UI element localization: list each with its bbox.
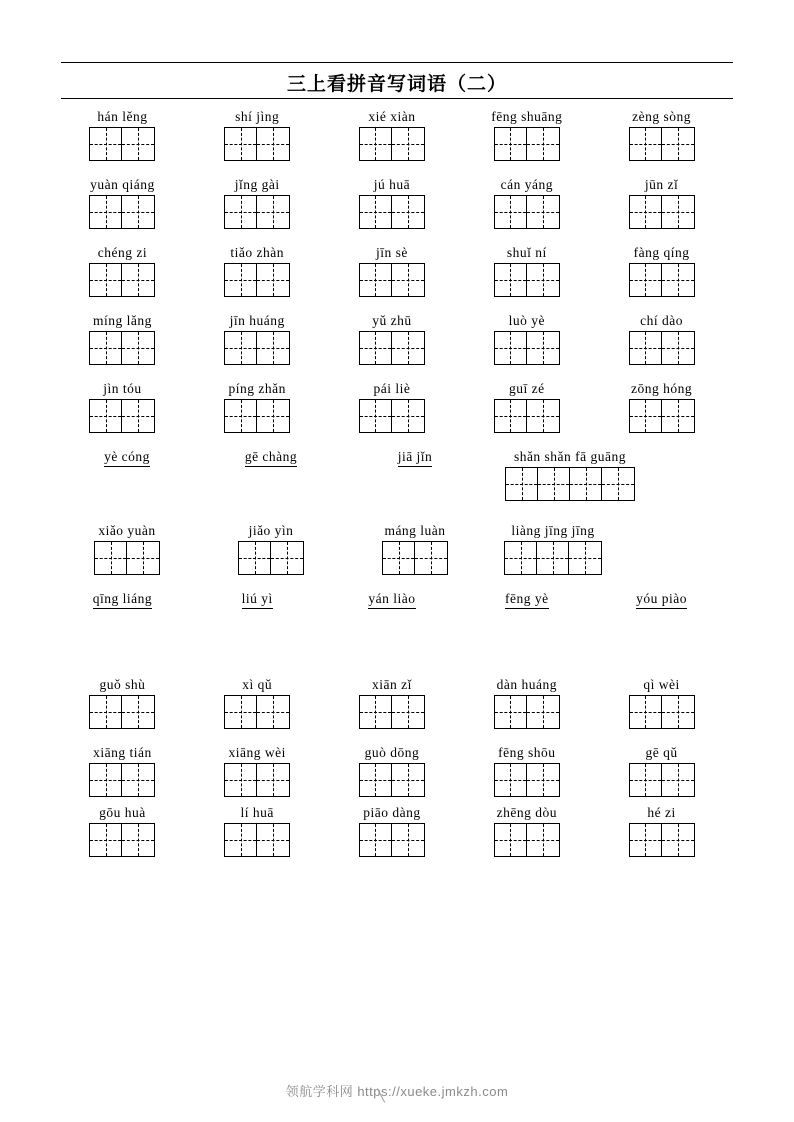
writing-cell[interactable] [392, 332, 424, 364]
writing-cell[interactable] [257, 196, 289, 228]
pinyin-label: jìn tóu [103, 381, 142, 396]
writing-grid[interactable] [94, 541, 160, 575]
writing-cell[interactable] [90, 824, 122, 856]
writing-cell[interactable] [225, 128, 257, 160]
pinyin-label: shí jìng [235, 109, 280, 124]
exercise-item [60, 523, 194, 575]
writing-cell[interactable] [90, 400, 122, 432]
exercise-item [195, 677, 320, 729]
writing-grid[interactable] [89, 195, 155, 229]
writing-cell[interactable] [122, 824, 154, 856]
exercise-row [60, 745, 734, 797]
writing-cell[interactable] [122, 264, 154, 296]
pinyin-label: xiāng tián [93, 745, 152, 760]
exercise-item [204, 523, 338, 575]
writing-cell[interactable] [662, 264, 694, 296]
pinyin-label: xì qǔ [242, 677, 273, 692]
writing-cell[interactable] [662, 128, 694, 160]
writing-grid[interactable] [224, 763, 290, 797]
writing-grid[interactable] [224, 263, 290, 297]
exercise-item [492, 523, 614, 575]
writing-cell[interactable] [392, 696, 424, 728]
writing-cell[interactable] [95, 542, 127, 574]
exercise-item [464, 677, 589, 729]
writing-grid[interactable] [494, 263, 560, 297]
exercise-item [464, 313, 589, 365]
writing-cell[interactable] [602, 468, 634, 500]
writing-cell[interactable] [257, 696, 289, 728]
writing-cell[interactable] [360, 696, 392, 728]
exercise-item [195, 313, 320, 365]
writing-grid[interactable] [89, 399, 155, 433]
pinyin-label: píng zhǎn [228, 381, 286, 396]
writing-grid[interactable] [359, 195, 425, 229]
writing-cell[interactable] [90, 764, 122, 796]
pinyin-label: xiān zǐ [372, 677, 412, 692]
pinyin-label: jīn sè [376, 245, 408, 260]
writing-cell[interactable] [527, 264, 559, 296]
row-gap [60, 857, 734, 865]
row-gap [60, 161, 734, 177]
writing-cell[interactable] [225, 264, 257, 296]
exercise-row [60, 177, 734, 229]
writing-cell[interactable] [569, 542, 601, 574]
writing-grid[interactable] [359, 763, 425, 797]
writing-cell[interactable] [527, 696, 559, 728]
pinyin-label: tiǎo zhàn [230, 245, 284, 260]
exercise-row [60, 805, 734, 857]
writing-grid[interactable] [89, 127, 155, 161]
writing-cell[interactable] [505, 542, 537, 574]
pinyin-label: míng lǎng [92, 313, 152, 328]
exercise-item [330, 245, 455, 297]
writing-cell[interactable] [630, 696, 662, 728]
exercise-item [599, 245, 724, 297]
pinyin-label: jú huā [373, 177, 411, 192]
writing-grid[interactable] [629, 399, 695, 433]
pinyin-label: cán yáng [500, 177, 553, 192]
writing-cell[interactable] [662, 332, 694, 364]
exercise-item [464, 177, 589, 229]
writing-cell[interactable] [630, 264, 662, 296]
row-gap [60, 575, 734, 591]
exercise-item [60, 177, 185, 229]
exercise-item [464, 245, 589, 297]
pinyin-label: gē chàng [245, 449, 297, 467]
pinyin-label: jǐng gài [234, 177, 280, 192]
writing-grid[interactable] [494, 195, 560, 229]
pinyin-label: qīng liáng [93, 591, 152, 609]
writing-cell[interactable] [360, 400, 392, 432]
writing-cell[interactable] [527, 196, 559, 228]
writing-cell[interactable] [495, 196, 527, 228]
pinyin-label: zhēng dòu [496, 805, 557, 820]
pinyin-label: yè cóng [104, 449, 150, 467]
writing-grid[interactable] [359, 331, 425, 365]
writing-cell[interactable] [527, 332, 559, 364]
writing-grid[interactable] [382, 541, 448, 575]
writing-cell[interactable] [257, 400, 289, 432]
writing-grid[interactable] [629, 127, 695, 161]
pinyin-label: jiā jǐn [398, 449, 433, 467]
pinyin-label: yán liào [368, 591, 415, 609]
writing-grid[interactable] [629, 195, 695, 229]
pinyin-label: fēng shōu [498, 745, 556, 760]
writing-cell[interactable] [225, 400, 257, 432]
writing-cell[interactable] [122, 400, 154, 432]
writing-cell[interactable] [360, 128, 392, 160]
writing-cell[interactable] [257, 332, 289, 364]
writing-cell[interactable] [415, 542, 447, 574]
pinyin-label: shuǐ ní [506, 245, 547, 260]
writing-grid[interactable] [494, 763, 560, 797]
exercise-item [348, 523, 482, 575]
pinyin-label: guǒ shù [99, 677, 146, 692]
exercise-row [60, 109, 734, 161]
pinyin-label: shǎn shǎn fā guāng [513, 449, 627, 464]
row-gap [60, 729, 734, 745]
exercise-item [599, 745, 724, 797]
pinyin-label: xié xiàn [368, 109, 416, 124]
pinyin-label: dàn huáng [496, 677, 557, 692]
writing-cell[interactable] [630, 400, 662, 432]
writing-grid[interactable] [238, 541, 304, 575]
exercise-item [599, 109, 724, 161]
exercise-item [599, 313, 724, 365]
pinyin-label: yuàn qiáng [90, 177, 155, 192]
writing-cell[interactable] [360, 824, 392, 856]
pinyin-label: yǔ zhū [372, 313, 412, 328]
row-gap [60, 625, 734, 677]
writing-grid[interactable] [224, 823, 290, 857]
pinyin-label: qì wèi [643, 677, 680, 692]
writing-cell[interactable] [662, 824, 694, 856]
pinyin-label: zèng sòng [632, 109, 692, 124]
pinyin-label: jūn zǐ [644, 177, 679, 192]
exercise-item [464, 591, 589, 625]
writing-grid[interactable] [629, 823, 695, 857]
exercise-row [60, 449, 734, 501]
writing-cell[interactable] [630, 196, 662, 228]
exercise-item [464, 745, 589, 797]
writing-grid[interactable] [89, 695, 155, 729]
writing-cell[interactable] [90, 128, 122, 160]
row-gap [60, 433, 734, 449]
writing-cell[interactable] [630, 764, 662, 796]
exercise-item [195, 591, 320, 625]
pinyin-label: chéng zi [97, 245, 148, 260]
writing-cell[interactable] [127, 542, 159, 574]
writing-cell[interactable] [537, 542, 569, 574]
pinyin-label: jīn huáng [229, 313, 285, 328]
writing-grid[interactable] [629, 263, 695, 297]
writing-cell[interactable] [122, 764, 154, 796]
writing-cell[interactable] [360, 196, 392, 228]
exercise-item [60, 109, 185, 161]
writing-cell[interactable] [257, 824, 289, 856]
exercise-item [60, 591, 185, 625]
pinyin-label: xiāng wèi [228, 745, 286, 760]
writing-cell[interactable] [225, 764, 257, 796]
writing-cell[interactable] [495, 400, 527, 432]
pinyin-label: chí dào [640, 313, 684, 328]
writing-cell[interactable] [122, 696, 154, 728]
writing-cell[interactable] [527, 128, 559, 160]
writing-grid[interactable] [224, 695, 290, 729]
row-gap [60, 365, 734, 381]
writing-grid[interactable] [359, 263, 425, 297]
exercise-item [195, 109, 320, 161]
exercise-row [60, 381, 734, 433]
pinyin-label: máng luàn [384, 523, 446, 538]
writing-cell[interactable] [122, 196, 154, 228]
row-gap [60, 501, 734, 523]
pinyin-label: hán lěng [97, 109, 148, 124]
writing-grid[interactable] [629, 695, 695, 729]
exercise-item [195, 745, 320, 797]
writing-grid[interactable] [494, 695, 560, 729]
writing-cell[interactable] [630, 824, 662, 856]
exercise-item [195, 245, 320, 297]
writing-grid[interactable] [224, 127, 290, 161]
writing-cell[interactable] [360, 264, 392, 296]
exercise-item [599, 805, 724, 857]
exercise-item [60, 313, 185, 365]
writing-cell[interactable] [90, 696, 122, 728]
writing-cell[interactable] [662, 400, 694, 432]
row-gap [60, 297, 734, 313]
writing-cell[interactable] [495, 696, 527, 728]
exercise-item [60, 245, 185, 297]
writing-grid[interactable] [494, 823, 560, 857]
exercise-row [60, 523, 734, 575]
writing-cell[interactable] [527, 764, 559, 796]
exercise-item [60, 805, 185, 857]
writing-grid[interactable] [224, 331, 290, 365]
writing-cell[interactable] [495, 764, 527, 796]
writing-cell[interactable] [225, 332, 257, 364]
writing-cell[interactable] [570, 468, 602, 500]
writing-grid[interactable] [359, 399, 425, 433]
pinyin-label: guò dōng [364, 745, 420, 760]
exercise-rows [60, 109, 734, 865]
exercise-item [599, 381, 724, 433]
writing-grid[interactable] [359, 695, 425, 729]
exercise-item [195, 805, 320, 857]
exercise-item [330, 591, 455, 625]
writing-cell[interactable] [360, 332, 392, 364]
pinyin-label: piāo dàng [363, 805, 421, 820]
title-bottom-rule [61, 98, 733, 99]
exercise-row [60, 677, 734, 729]
exercise-row [60, 591, 734, 625]
pinyin-label: zōng hóng [631, 381, 693, 396]
exercise-item [464, 381, 589, 433]
exercise-item [330, 805, 455, 857]
writing-cell[interactable] [506, 468, 538, 500]
writing-cell[interactable] [90, 196, 122, 228]
exercise-item [330, 177, 455, 229]
writing-grid[interactable] [504, 541, 602, 575]
writing-cell[interactable] [662, 764, 694, 796]
exercise-item [330, 745, 455, 797]
writing-cell[interactable] [271, 542, 303, 574]
exercise-item [204, 449, 338, 483]
pinyin-label: luò yè [508, 313, 545, 328]
pinyin-label: lí huā [240, 805, 274, 820]
writing-cell[interactable] [630, 128, 662, 160]
exercise-item [599, 677, 724, 729]
exercise-item [599, 177, 724, 229]
pinyin-label: yóu piào [636, 591, 687, 609]
writing-grid[interactable] [89, 823, 155, 857]
writing-cell[interactable] [495, 332, 527, 364]
pinyin-label: xiǎo yuàn [98, 523, 156, 538]
pinyin-label: guī zé [508, 381, 545, 396]
writing-cell[interactable] [257, 128, 289, 160]
writing-grid[interactable] [89, 331, 155, 365]
writing-grid[interactable] [359, 127, 425, 161]
writing-cell[interactable] [225, 824, 257, 856]
exercise-item [60, 381, 185, 433]
watermark-text: 领航学科网 https://xueke.jmkzh.com [285, 1084, 509, 1099]
writing-cell[interactable] [392, 128, 424, 160]
pinyin-label: pái liè [373, 381, 411, 396]
writing-cell[interactable] [662, 696, 694, 728]
exercise-row [60, 245, 734, 297]
writing-grid[interactable] [224, 399, 290, 433]
pinyin-label: gē qǔ [645, 745, 678, 760]
writing-cell[interactable] [90, 264, 122, 296]
page-title: 三上看拼音写词语（二） [286, 74, 507, 95]
writing-cell[interactable] [360, 764, 392, 796]
writing-cell[interactable] [495, 264, 527, 296]
writing-grid[interactable] [89, 263, 155, 297]
writing-cell[interactable] [662, 196, 694, 228]
writing-cell[interactable] [392, 264, 424, 296]
exercise-item [330, 109, 455, 161]
writing-cell[interactable] [257, 764, 289, 796]
exercise-item [599, 591, 724, 625]
pinyin-label: gōu huà [99, 805, 146, 820]
pinyin-label: liú yì [242, 591, 273, 609]
writing-cell[interactable] [225, 696, 257, 728]
exercise-item [330, 677, 455, 729]
writing-cell[interactable] [90, 332, 122, 364]
exercise-item [348, 449, 482, 483]
writing-grid[interactable] [629, 331, 695, 365]
pinyin-label: liàng jīng jīng [511, 523, 595, 538]
exercise-item [60, 449, 194, 483]
writing-cell[interactable] [495, 824, 527, 856]
writing-grid[interactable] [359, 823, 425, 857]
row-gap [60, 229, 734, 245]
writing-cell[interactable] [392, 196, 424, 228]
exercise-item [195, 381, 320, 433]
pinyin-label: fēng yè [505, 591, 549, 609]
pinyin-label: jiǎo yìn [248, 523, 294, 538]
exercise-item [195, 177, 320, 229]
writing-grid[interactable] [494, 331, 560, 365]
writing-cell[interactable] [257, 264, 289, 296]
writing-cell[interactable] [383, 542, 415, 574]
exercise-item [60, 677, 185, 729]
writing-cell[interactable] [527, 400, 559, 432]
exercise-item [492, 449, 648, 501]
writing-cell[interactable] [538, 468, 570, 500]
pinyin-label: fàng qíng [633, 245, 690, 260]
writing-grid[interactable] [494, 399, 560, 433]
writing-cell[interactable] [225, 196, 257, 228]
writing-grid[interactable] [224, 195, 290, 229]
exercise-item [464, 805, 589, 857]
exercise-item [464, 109, 589, 161]
writing-cell[interactable] [527, 824, 559, 856]
writing-grid[interactable] [89, 763, 155, 797]
exercise-item [330, 313, 455, 365]
row-gap [60, 797, 734, 805]
writing-cell[interactable] [392, 764, 424, 796]
writing-cell[interactable] [122, 128, 154, 160]
writing-grid[interactable] [629, 763, 695, 797]
writing-grid[interactable] [505, 467, 635, 501]
pinyin-label: fēng shuāng [491, 109, 563, 124]
exercise-item [60, 745, 185, 797]
writing-cell[interactable] [630, 332, 662, 364]
writing-cell[interactable] [495, 128, 527, 160]
exercise-item [330, 381, 455, 433]
pinyin-label: hé zi [647, 805, 676, 820]
writing-cell[interactable] [392, 824, 424, 856]
writing-cell[interactable] [239, 542, 271, 574]
writing-cell[interactable] [122, 332, 154, 364]
exercise-row [60, 313, 734, 365]
writing-grid[interactable] [494, 127, 560, 161]
writing-cell[interactable] [392, 400, 424, 432]
